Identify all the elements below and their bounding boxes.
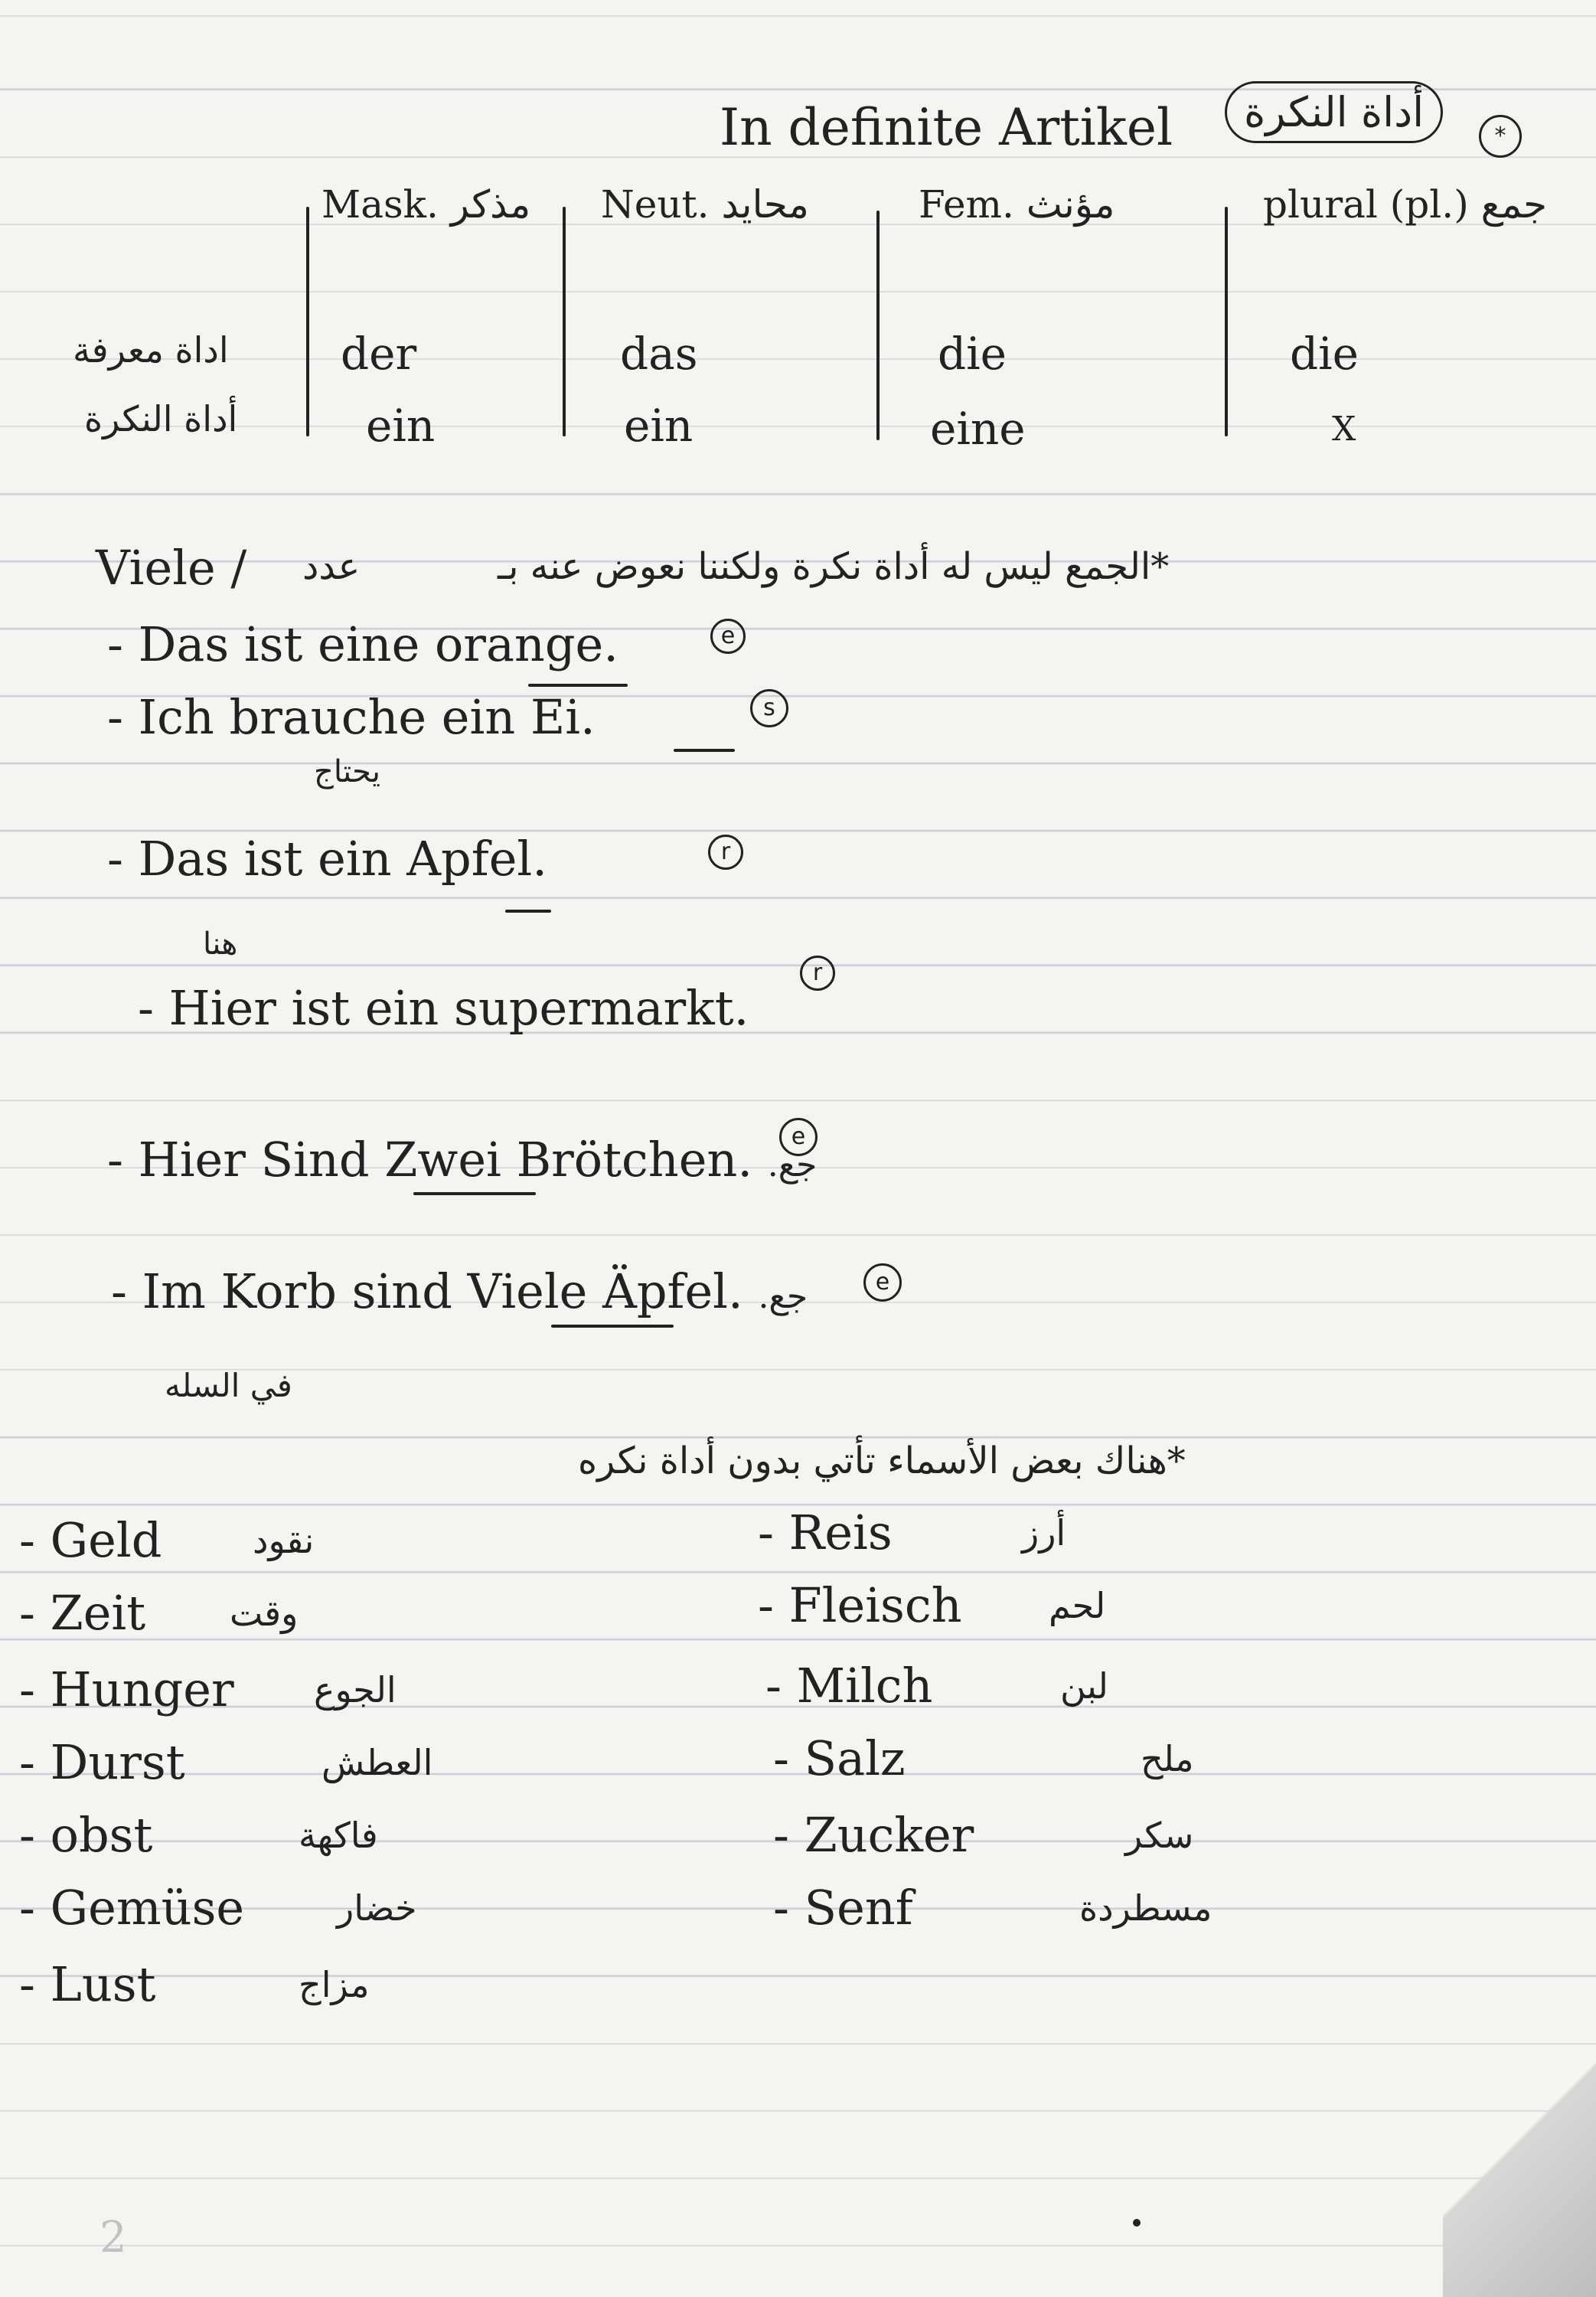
example-5: - Hier Sind Zwei Brötchen. جع. [107, 1132, 818, 1188]
column-header-plural: plural (pl.) جمع [1263, 182, 1548, 227]
gender-tag: s [750, 689, 788, 727]
vocab-gloss: العطش [321, 1742, 433, 1783]
title-arabic: أداة النكرة [1225, 81, 1443, 143]
vocab-gloss: خضار [337, 1887, 417, 1929]
cell-die: die [938, 328, 1007, 380]
table-divider [876, 211, 880, 440]
vocab-item: - Zeit [19, 1585, 146, 1641]
gender-tag: e [863, 1263, 902, 1302]
example-3: - Das ist ein Apfel. [107, 831, 547, 887]
underline [528, 684, 628, 687]
vocab-gloss: الجوع [314, 1669, 397, 1710]
row-label-indefinite: أداة النكرة [84, 398, 238, 439]
page-corner-fold [1443, 2021, 1596, 2297]
vocab-item: - Reis [758, 1505, 893, 1560]
table-divider [1225, 207, 1228, 436]
vocab-gloss: أرز [1022, 1512, 1066, 1554]
vocab-gloss: لحم [1049, 1585, 1106, 1626]
row-label-definite: اداة معرفة [73, 329, 229, 371]
cell-ein: ein [366, 400, 436, 452]
vocab-gloss: ملح [1141, 1738, 1194, 1779]
column-header-mask: Mask. مذكر [321, 182, 531, 227]
gloss-im-korb: في السله [165, 1367, 292, 1404]
underline [413, 1192, 536, 1195]
vocab-item: - Milch [765, 1658, 933, 1714]
vocab-gloss: وقت [230, 1593, 299, 1634]
cell-der: der [341, 328, 417, 380]
cell-das: das [620, 328, 698, 380]
underline [505, 910, 551, 913]
vocab-item: - Senf [773, 1880, 913, 1936]
cell-die-plural: die [1290, 328, 1359, 380]
example-1: - Das ist eine orange. [107, 616, 618, 672]
vocab-item: - obst [19, 1807, 153, 1863]
vocab-item: - Durst [19, 1734, 185, 1790]
gloss-braucht: يحتاج [314, 754, 381, 789]
vocab-gloss: مسطردة [1079, 1887, 1213, 1929]
star-mark: * [1479, 115, 1522, 158]
cell-x: X [1332, 410, 1356, 449]
ink-dot [1133, 2219, 1141, 2227]
underline [551, 1325, 674, 1328]
cell-ein-neut: ein [624, 400, 694, 452]
vocab-item: - Fleisch [758, 1577, 962, 1633]
vocab-gloss: فاكهة [299, 1815, 378, 1856]
gloss-hier: هنا [203, 926, 238, 962]
vocab-gloss: لبن [1060, 1665, 1108, 1707]
gender-tag: e [779, 1118, 818, 1156]
vocab-item: - Zucker [773, 1807, 974, 1863]
example-2: - Ich brauche ein Ei. [107, 689, 596, 745]
table-divider [306, 207, 309, 436]
vocab-item: - Lust [19, 1956, 156, 2012]
gender-tag: r [708, 835, 743, 870]
column-header-fem: Fem. مؤنث [919, 182, 1115, 227]
gender-tag: e [710, 619, 746, 654]
vocab-item: - Geld [19, 1512, 162, 1568]
viele-word: Viele / [96, 540, 247, 596]
vocab-item: - Salz [773, 1730, 906, 1786]
gender-tag: r [800, 956, 835, 991]
vocab-item: - Gemüse [19, 1880, 245, 1936]
vocab-gloss: مزاج [299, 1964, 370, 2005]
example-6: - Im Korb sind Viele Äpfel. جع. [111, 1263, 808, 1319]
column-header-neut: Neut. محايد [601, 182, 809, 227]
no-article-note: *هناك بعض الأسماء تأتي بدون أداة نكره [578, 1439, 1186, 1482]
vocab-gloss: نقود [253, 1520, 315, 1561]
underline [674, 749, 735, 752]
page-number: 2 [100, 2213, 127, 2263]
number-word: عدد [302, 545, 361, 588]
page-title: In definite Artikel [720, 98, 1173, 157]
table-divider [563, 207, 566, 436]
vocab-item: - Hunger [19, 1661, 234, 1717]
vocab-gloss: سكر [1125, 1815, 1194, 1856]
cell-eine: eine [930, 403, 1026, 455]
example-4: - Hier ist ein supermarkt. [138, 980, 749, 1036]
plural-note: *الجمع ليس له أداة نكرة ولكننا نعوض عنه بـ [498, 545, 1170, 588]
